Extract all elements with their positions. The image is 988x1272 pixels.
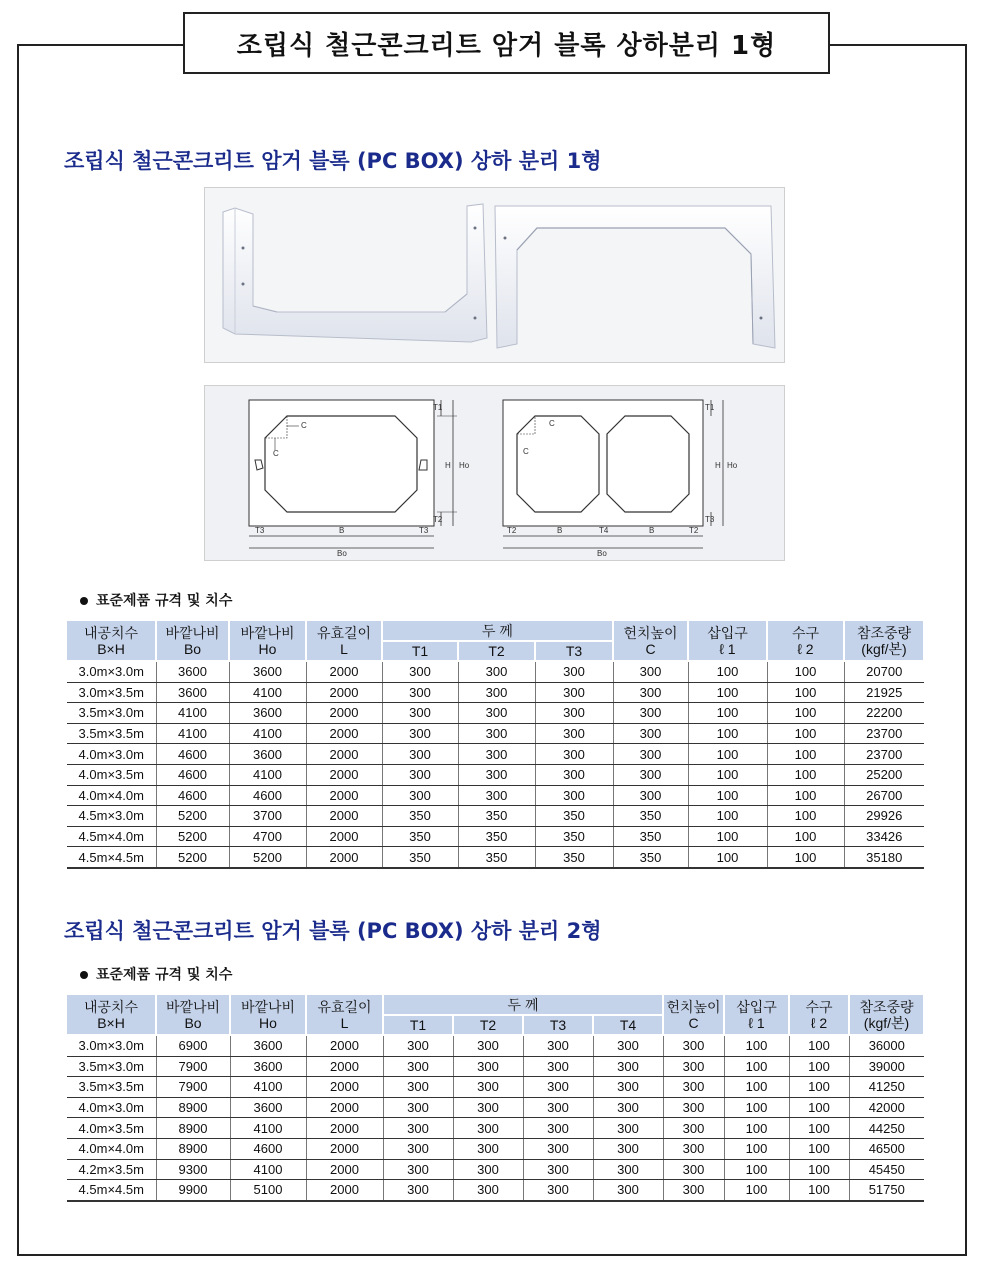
table-cell: 300 <box>593 1138 663 1159</box>
table-cell: 300 <box>382 703 458 724</box>
table-cell: 5200 <box>229 847 306 868</box>
table-cell: 3.5m×3.5m <box>67 723 156 744</box>
table-cell: 5200 <box>156 847 229 868</box>
diagram-t2-label: T2 <box>507 526 517 535</box>
table-cell: 300 <box>383 1097 453 1118</box>
table-cell: 300 <box>663 1097 724 1118</box>
table-row <box>67 826 924 847</box>
table-cell: 300 <box>523 1035 593 1056</box>
table-cell: 45450 <box>849 1159 924 1180</box>
diagram-t2-label: T2 <box>433 515 443 524</box>
table-cell: 100 <box>688 682 767 703</box>
table-cell: 4.0m×3.0m <box>67 744 156 765</box>
table-cell: 300 <box>382 661 458 682</box>
table-cell: 4600 <box>156 785 229 806</box>
table-cell: 300 <box>383 1180 453 1201</box>
table-cell: 350 <box>458 847 535 868</box>
table-cell: 300 <box>535 764 613 785</box>
table-cell: 2000 <box>306 661 382 682</box>
table-cell: 25200 <box>844 764 924 785</box>
table-row <box>67 1097 924 1118</box>
table-cell: 300 <box>535 682 613 703</box>
header-socket: 수구 ℓ 2 <box>767 621 844 661</box>
table-cell: 4700 <box>229 826 306 847</box>
table-row <box>67 785 924 806</box>
header-t2: T2 <box>453 1015 523 1035</box>
table-cell: 4.5m×3.0m <box>67 806 156 827</box>
table-cell: 2000 <box>306 1035 383 1056</box>
table-row <box>67 806 924 827</box>
table-cell: 4.0m×4.0m <box>67 785 156 806</box>
table-cell: 100 <box>688 744 767 765</box>
table-cell: 4600 <box>230 1138 306 1159</box>
table-row <box>67 744 924 765</box>
table-cell: 23700 <box>844 723 924 744</box>
table-cell: 300 <box>593 1118 663 1139</box>
header-t1: T1 <box>382 641 458 661</box>
diagram-t1-label: T1 <box>433 403 443 412</box>
table-cell: 300 <box>383 1138 453 1159</box>
diagram-c-label: C <box>549 419 555 428</box>
table-cell: 350 <box>535 847 613 868</box>
table-cell: 300 <box>613 785 688 806</box>
table-cell: 26700 <box>844 785 924 806</box>
table-cell: 33426 <box>844 826 924 847</box>
table-cell: 300 <box>453 1035 523 1056</box>
table-cell: 300 <box>523 1159 593 1180</box>
table-cell: 100 <box>767 744 844 765</box>
table-cell: 36000 <box>849 1035 924 1056</box>
table-cell: 23700 <box>844 744 924 765</box>
table-cell: 3.0m×3.0m <box>67 1035 156 1056</box>
table-cell: 300 <box>535 785 613 806</box>
table-cell: 100 <box>688 764 767 785</box>
table-cell: 300 <box>382 764 458 785</box>
header-weight: 참조중량 (kgf/본) <box>844 621 924 661</box>
table-cell: 4100 <box>229 723 306 744</box>
table-cell: 300 <box>453 1118 523 1139</box>
table-cell: 350 <box>535 826 613 847</box>
header-ho: 바깥나비 Ho <box>230 995 306 1035</box>
table-cell: 2000 <box>306 744 382 765</box>
table-cell: 300 <box>663 1159 724 1180</box>
table-cell: 6900 <box>156 1035 230 1056</box>
table-cell: 35180 <box>844 847 924 868</box>
table-cell: 2000 <box>306 785 382 806</box>
table-cell: 300 <box>663 1056 724 1077</box>
table-cell: 9900 <box>156 1180 230 1201</box>
table-cell: 350 <box>458 826 535 847</box>
table-cell: 2000 <box>306 1159 383 1180</box>
table-cell: 300 <box>663 1118 724 1139</box>
table-cell: 100 <box>724 1159 789 1180</box>
table-cell: 4100 <box>230 1118 306 1139</box>
table-cell: 5200 <box>156 806 229 827</box>
table-cell: 2000 <box>306 1118 383 1139</box>
table-cell: 3600 <box>156 661 229 682</box>
table-cell: 300 <box>382 682 458 703</box>
table-cell: 100 <box>724 1035 789 1056</box>
section1-bullet-text: 표준제품 규격 및 치수 <box>96 593 233 609</box>
section2-bullet <box>80 964 232 984</box>
diagram-t3-label: T3 <box>419 526 429 535</box>
table-cell: 4100 <box>229 764 306 785</box>
table-cell: 350 <box>382 806 458 827</box>
table-cell: 300 <box>535 744 613 765</box>
table-cell: 300 <box>613 703 688 724</box>
table-cell: 100 <box>789 1097 849 1118</box>
table-cell: 300 <box>383 1035 453 1056</box>
table-cell: 4.0m×3.5m <box>67 764 156 785</box>
table-cell: 3.5m×3.5m <box>67 1077 156 1098</box>
diagram-ho-label: Ho <box>459 461 470 470</box>
section1-bullet <box>80 590 232 610</box>
table-row <box>67 1138 924 1159</box>
table-cell: 4.5m×4.5m <box>67 847 156 868</box>
table-cell: 300 <box>593 1159 663 1180</box>
bullet-dot <box>80 597 88 605</box>
table-cell: 4100 <box>230 1077 306 1098</box>
table-row <box>67 703 924 724</box>
table-row <box>67 1118 924 1139</box>
table-cell: 2000 <box>306 1180 383 1201</box>
table-cell: 2000 <box>306 703 382 724</box>
table-cell: 300 <box>453 1159 523 1180</box>
table-cell: 4600 <box>156 744 229 765</box>
table-cell: 2000 <box>306 1138 383 1159</box>
table-cell: 100 <box>767 661 844 682</box>
table-cell: 300 <box>523 1138 593 1159</box>
table-cell: 4.0m×4.0m <box>67 1138 156 1159</box>
table-cell: 300 <box>383 1118 453 1139</box>
table-cell: 3600 <box>229 744 306 765</box>
diagram-b-label: B <box>649 526 655 535</box>
table-cell: 3600 <box>230 1035 306 1056</box>
table-cell: 3600 <box>229 661 306 682</box>
table-cell: 100 <box>767 826 844 847</box>
diagram-t4-label: T4 <box>599 526 609 535</box>
table-cell: 300 <box>453 1180 523 1201</box>
table2-body <box>67 1035 924 1201</box>
table-cell: 300 <box>613 764 688 785</box>
table-cell: 8900 <box>156 1118 230 1139</box>
bullet-dot <box>80 971 88 979</box>
header-length: 유효길이 L <box>306 995 383 1035</box>
table-cell: 100 <box>767 785 844 806</box>
table-cell: 350 <box>382 847 458 868</box>
table-cell: 2000 <box>306 1097 383 1118</box>
table-cell: 7900 <box>156 1056 230 1077</box>
table-cell: 3.5m×3.0m <box>67 1056 156 1077</box>
table-cell: 300 <box>523 1097 593 1118</box>
table-cell: 51750 <box>849 1180 924 1201</box>
table-cell: 300 <box>458 744 535 765</box>
table-cell: 350 <box>535 806 613 827</box>
table-cell: 9300 <box>156 1159 230 1180</box>
table-cell: 41250 <box>849 1077 924 1098</box>
table-cell: 300 <box>453 1077 523 1098</box>
diagram-c-label: C <box>273 449 279 458</box>
diagram-bo-label: Bo <box>597 549 607 558</box>
section2-bullet-text: 표준제품 규격 및 치수 <box>96 967 233 983</box>
table-cell: 100 <box>767 764 844 785</box>
table-cell: 300 <box>613 744 688 765</box>
diagram-t3-label: T3 <box>255 526 265 535</box>
table-cell: 300 <box>453 1097 523 1118</box>
table-cell: 2000 <box>306 806 382 827</box>
table-cell: 100 <box>688 806 767 827</box>
table-cell: 4.0m×3.0m <box>67 1097 156 1118</box>
table-cell: 2000 <box>306 847 382 868</box>
table-cell: 22200 <box>844 703 924 724</box>
table-cell: 100 <box>789 1159 849 1180</box>
header-length: 유효길이 L <box>306 621 382 661</box>
table-cell: 300 <box>523 1118 593 1139</box>
table-cell: 300 <box>613 723 688 744</box>
table-row <box>67 1180 924 1201</box>
table-cell: 2000 <box>306 1056 383 1077</box>
table-cell: 300 <box>453 1138 523 1159</box>
table-cell: 2000 <box>306 1077 383 1098</box>
table-cell: 300 <box>458 764 535 785</box>
table-cell: 300 <box>382 723 458 744</box>
table-cell: 20700 <box>844 661 924 682</box>
table-cell: 100 <box>789 1118 849 1139</box>
table-cell: 300 <box>458 785 535 806</box>
table-cell: 100 <box>724 1180 789 1201</box>
diagram-t1-label: T1 <box>705 403 715 412</box>
table-cell: 300 <box>593 1180 663 1201</box>
table-cell: 300 <box>383 1056 453 1077</box>
table-row <box>67 661 924 682</box>
table-cell: 4100 <box>230 1159 306 1180</box>
table-cell: 300 <box>663 1035 724 1056</box>
table-cell: 8900 <box>156 1097 230 1118</box>
table-cell: 100 <box>767 806 844 827</box>
table-cell: 100 <box>789 1138 849 1159</box>
table-cell: 3600 <box>230 1056 306 1077</box>
table-cell: 3700 <box>229 806 306 827</box>
table-cell: 100 <box>789 1035 849 1056</box>
header-ho: 바깥나비 Ho <box>229 621 306 661</box>
table-cell: 100 <box>789 1180 849 1201</box>
table-row <box>67 682 924 703</box>
table-cell: 4.2m×3.5m <box>67 1159 156 1180</box>
diagram-t2-label: T2 <box>689 526 699 535</box>
table-cell: 100 <box>688 826 767 847</box>
table-cell: 5200 <box>156 826 229 847</box>
header-socket: 수구 ℓ 2 <box>789 995 849 1035</box>
header-size: 내공치수 B×H <box>67 995 156 1035</box>
table-cell: 29926 <box>844 806 924 827</box>
header-bo: 바깥나비 Bo <box>156 995 230 1035</box>
table-cell: 300 <box>593 1035 663 1056</box>
spec-table-type1 <box>67 621 925 869</box>
table-row <box>67 723 924 744</box>
header-t1: T1 <box>383 1015 453 1035</box>
table-cell: 39000 <box>849 1056 924 1077</box>
table-cell: 300 <box>593 1077 663 1098</box>
table-cell: 100 <box>724 1077 789 1098</box>
table-cell: 4600 <box>156 764 229 785</box>
table-cell: 100 <box>724 1138 789 1159</box>
table-cell: 300 <box>613 682 688 703</box>
table-cell: 2000 <box>306 764 382 785</box>
table-cell: 3600 <box>229 703 306 724</box>
header-thickness: 두 께 <box>383 995 663 1015</box>
table-cell: 100 <box>688 847 767 868</box>
table-cell: 42000 <box>849 1097 924 1118</box>
table-cell: 4100 <box>229 682 306 703</box>
table-cell: 300 <box>382 744 458 765</box>
diagram-bo-label: Bo <box>337 549 347 558</box>
table-row <box>67 1159 924 1180</box>
header-haunch: 헌치높이 C <box>613 621 688 661</box>
diagram-ho-label: Ho <box>727 461 738 470</box>
table-cell: 350 <box>613 847 688 868</box>
table-cell: 100 <box>767 723 844 744</box>
table-cell: 300 <box>593 1097 663 1118</box>
product-photo <box>204 187 785 363</box>
table-cell: 100 <box>767 703 844 724</box>
table-cell: 100 <box>688 785 767 806</box>
table-cell: 3600 <box>156 682 229 703</box>
table-cell: 300 <box>535 703 613 724</box>
table-cell: 4.5m×4.0m <box>67 826 156 847</box>
table-cell: 100 <box>688 703 767 724</box>
table-cell: 300 <box>535 661 613 682</box>
table-cell: 300 <box>593 1056 663 1077</box>
table-cell: 300 <box>383 1077 453 1098</box>
header-size: 내공치수 B×H <box>67 621 156 661</box>
diagram-c-label: C <box>301 421 307 430</box>
diagram-b-label: B <box>339 526 345 535</box>
table-cell: 350 <box>458 806 535 827</box>
diagram-c-label: C <box>523 447 529 456</box>
table-cell: 100 <box>688 661 767 682</box>
table-cell: 300 <box>382 785 458 806</box>
table-cell: 2000 <box>306 826 382 847</box>
table-cell: 4100 <box>156 703 229 724</box>
table-cell: 4.0m×3.5m <box>67 1118 156 1139</box>
table-row <box>67 764 924 785</box>
table-cell: 300 <box>458 661 535 682</box>
table-cell: 350 <box>613 826 688 847</box>
table1-body <box>67 661 924 868</box>
header-bo: 바깥나비 Bo <box>156 621 229 661</box>
table-cell: 100 <box>767 847 844 868</box>
table-cell: 4600 <box>229 785 306 806</box>
table-cell: 100 <box>724 1056 789 1077</box>
dimension-diagram <box>204 385 785 561</box>
table-cell: 350 <box>382 826 458 847</box>
table-cell: 46500 <box>849 1138 924 1159</box>
table-cell: 2000 <box>306 723 382 744</box>
table-cell: 100 <box>789 1077 849 1098</box>
table-cell: 300 <box>663 1138 724 1159</box>
table-cell: 8900 <box>156 1138 230 1159</box>
table-row <box>67 1077 924 1098</box>
table-row <box>67 1035 924 1056</box>
table-cell: 4100 <box>156 723 229 744</box>
table-cell: 300 <box>663 1077 724 1098</box>
table-cell: 300 <box>535 723 613 744</box>
table-cell: 100 <box>724 1118 789 1139</box>
table-row <box>67 1056 924 1077</box>
table-cell: 100 <box>724 1097 789 1118</box>
spec-table-type2 <box>67 995 925 1202</box>
table-cell: 300 <box>663 1180 724 1201</box>
table-cell: 300 <box>458 703 535 724</box>
table-cell: 300 <box>523 1077 593 1098</box>
table-cell: 3.0m×3.5m <box>67 682 156 703</box>
table-cell: 3.0m×3.0m <box>67 661 156 682</box>
table-cell: 300 <box>453 1056 523 1077</box>
header-t2: T2 <box>458 641 535 661</box>
section1-title: 조립식 철근콘크리트 암거 블록 (PC BOX) 상하 분리 1형 <box>64 149 602 173</box>
table-cell: 300 <box>613 661 688 682</box>
header-insert: 삽입구 ℓ 1 <box>724 995 789 1035</box>
table-cell: 300 <box>383 1159 453 1180</box>
table-cell: 21925 <box>844 682 924 703</box>
table-cell: 3.5m×3.0m <box>67 703 156 724</box>
diagram-b-label: B <box>557 526 563 535</box>
diagram-h-label: H <box>445 461 451 470</box>
table-cell: 5100 <box>230 1180 306 1201</box>
header-t3: T3 <box>523 1015 593 1035</box>
header-haunch: 헌치높이 C <box>663 995 724 1035</box>
section2-title: 조립식 철근콘크리트 암거 블록 (PC BOX) 상하 분리 2형 <box>64 919 602 943</box>
page-title: 조립식 철근콘크리트 암거 블록 상하분리 1형 <box>183 12 830 74</box>
table-cell: 100 <box>688 723 767 744</box>
header-t4: T4 <box>593 1015 663 1035</box>
table-cell: 300 <box>523 1180 593 1201</box>
diagram-h-label: H <box>715 461 721 470</box>
header-thickness: 두 께 <box>382 621 613 641</box>
table-cell: 4.5m×4.5m <box>67 1180 156 1201</box>
table-cell: 2000 <box>306 682 382 703</box>
diagram-t3-label: T3 <box>705 515 715 524</box>
table-cell: 100 <box>767 682 844 703</box>
table-cell: 300 <box>458 682 535 703</box>
table-cell: 44250 <box>849 1118 924 1139</box>
header-insert: 삽입구 ℓ 1 <box>688 621 767 661</box>
table-cell: 300 <box>523 1056 593 1077</box>
table-cell: 100 <box>789 1056 849 1077</box>
table-cell: 350 <box>613 806 688 827</box>
header-t3: T3 <box>535 641 613 661</box>
table-cell: 300 <box>458 723 535 744</box>
table-row <box>67 847 924 868</box>
header-weight: 참조중량 (kgf/본) <box>849 995 924 1035</box>
table-cell: 3600 <box>230 1097 306 1118</box>
table-cell: 7900 <box>156 1077 230 1098</box>
